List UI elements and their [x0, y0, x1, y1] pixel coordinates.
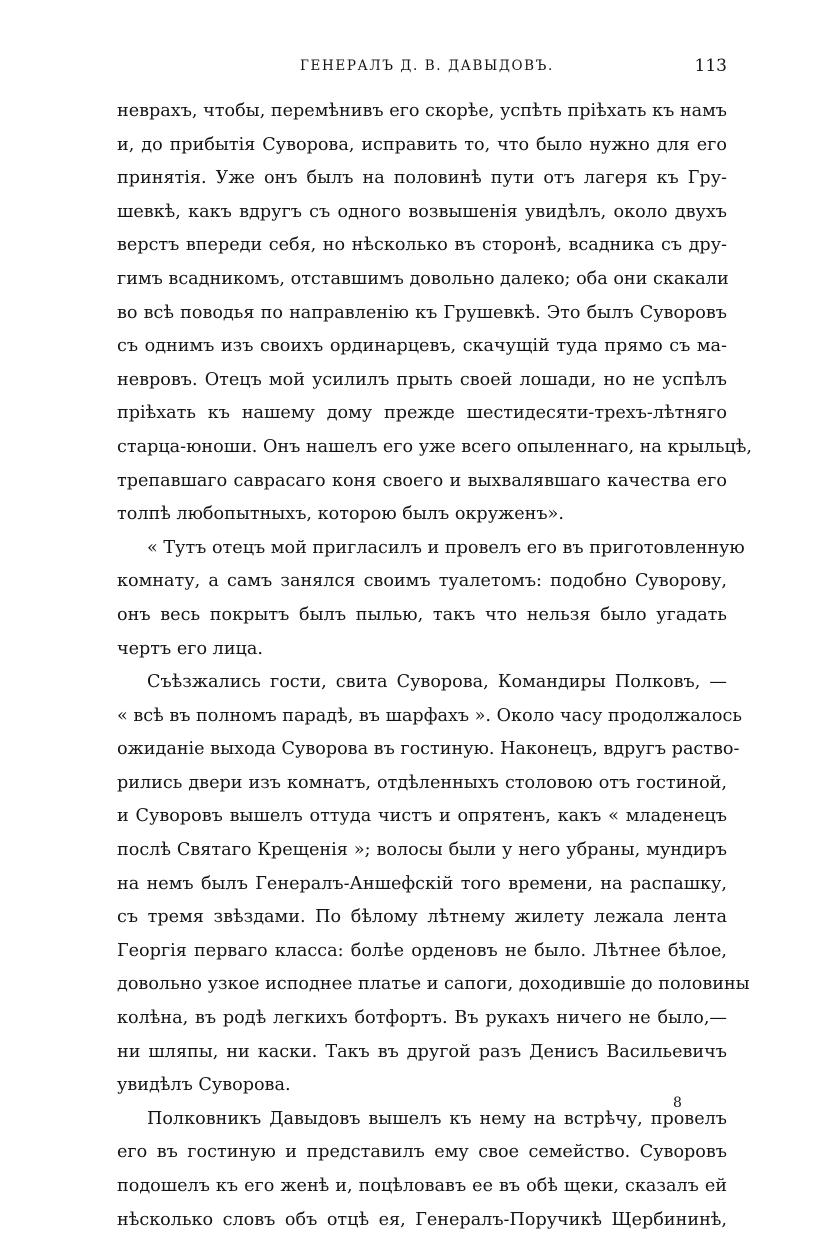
text-line: его въ гостиную и представилъ ему свое семейство. Суворовъ: [117, 1142, 727, 1163]
text-line: комнату, а самъ занялся своимъ туалетомъ: подобно Суворову,: [117, 571, 727, 592]
text-line: нѣсколько словъ объ отцѣ ея, Генералъ-Поручикѣ Щербининѣ,: [117, 1209, 727, 1230]
text-line: Полковникъ Давыдовъ вышелъ къ нему на встрѣчу, провелъ: [147, 1108, 727, 1129]
text-line: довольно узкое исподнее платье и сапоги, доходившіе до половины: [117, 974, 750, 995]
body-text: [117, 95, 752, 1237]
text-line: Съѣзжались гости, свита Суворова, Командиры Полковъ, —: [147, 672, 727, 693]
text-line: и, до прибытія Суворова, исправить то, что было нужно для его: [117, 134, 727, 155]
text-line: ни шляпы, ни каски. Такъ въ другой разъ Денисъ Васильевичъ: [117, 1041, 727, 1062]
text-line: увидѣлъ Суворова.: [117, 1075, 291, 1096]
text-line: и Суворовъ вышелъ оттуда чистъ и опрятенъ, какъ « младенецъ: [117, 806, 727, 827]
text-line: невровъ. Отецъ мой усилилъ прыть своей лошади, но не успѣлъ: [117, 369, 727, 390]
text-line: во всѣ поводья по направленію къ Грушевкѣ. Это былъ Суворовъ: [117, 302, 727, 323]
text-line: принятія. Уже онъ былъ на половинѣ пути отъ лагеря къ Гру-: [117, 168, 727, 189]
text-line: толпѣ любопытныхъ, которою былъ окруженъ».: [117, 504, 564, 525]
text-line: пріѣхать къ нашему дому прежде шестидесяти-трехъ-лѣтняго: [117, 403, 727, 424]
text-line: рились двери изъ комнатъ, отдѣленныхъ столовою отъ гостиной,: [117, 772, 727, 793]
text-line: неврахъ, чтобы, перемѣнивъ его скорѣе, успѣть пріѣхать къ намъ: [117, 101, 727, 121]
text-line: старца-юноши. Онъ нашелъ его уже всего опыленнаго, на крыльцѣ,: [117, 436, 752, 457]
text-line: съ тремя звѣздами. По бѣлому лѣтнему жилету лежала лента: [117, 907, 727, 928]
text-line: ожиданіе выхода Суворова въ гостиную. Наконецъ, вдругъ раство-: [117, 739, 740, 760]
text-line: « Тутъ отецъ мой пригласилъ и провелъ его въ приготовленную: [147, 537, 745, 558]
text-line: онъ весь покрытъ былъ пылью, такъ что нельзя было угадать: [117, 604, 727, 625]
text-line: подошелъ къ его женѣ и, поцѣловавъ ее въ обѣ щеки, сказалъ ей: [117, 1176, 727, 1196]
text-line: трепавшаго саврасаго коня своего и выхвалявшаго качества его: [117, 470, 727, 491]
running-title: ГЕНЕРАЛЪ Д. В. ДАВЫДОВЪ.: [300, 58, 554, 74]
page-number: 113: [694, 56, 727, 76]
text-line: Георгія перваго класса: болѣе орденовъ не было. Лѣтнее бѣлое,: [117, 940, 727, 961]
text-line: шевкѣ, какъ вдругъ съ одного возвышенія увидѣлъ, около двухъ: [117, 201, 727, 222]
text-line: колѣна, въ родѣ легкихъ ботфортъ. Въ рукахъ ничего не было,—: [117, 1008, 727, 1029]
text-line: гимъ всадникомъ, отставшимъ довольно далеко; оба они скакали: [117, 268, 729, 289]
text-line: верстъ впереди себя, но нѣсколько въ сторонѣ, всадника съ дру-: [117, 235, 727, 256]
text-line: послѣ Святаго Крещенія »; волосы были у него убраны, мундиръ: [117, 840, 727, 861]
text-line: « всѣ въ полномъ парадѣ, въ шарфахъ ». Около часу продолжалось: [117, 705, 742, 726]
signature-mark: 8: [673, 1095, 682, 1111]
text-line: чертъ его лица.: [117, 638, 263, 659]
text-line: съ однимъ изъ своихъ ординарцевъ, скачущій туда прямо съ ма-: [117, 336, 727, 357]
text-line: на немъ былъ Генералъ-Аншефскій того времени, на распашку,: [117, 873, 727, 894]
